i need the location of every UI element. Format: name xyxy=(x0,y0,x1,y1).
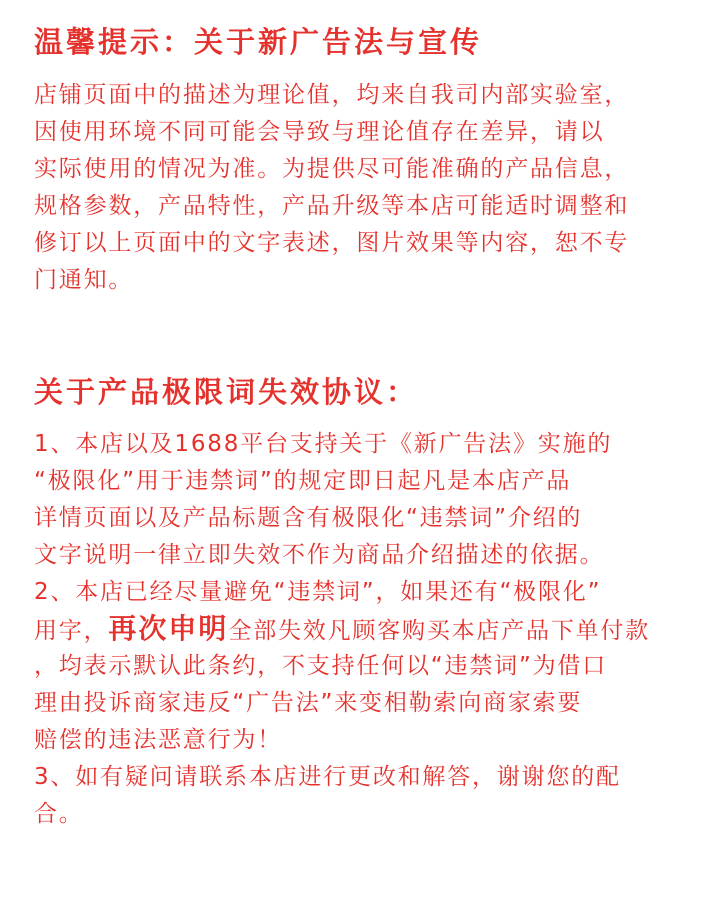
agreement-line-prefix: 用字， xyxy=(34,618,109,644)
agreement-line: 3、如有疑问请联系本店进行更改和解答，谢谢您的配 xyxy=(34,764,621,790)
tips-heading: 温馨提示：关于新广告法与宣传 xyxy=(34,25,483,59)
agreement-line-emphasis xyxy=(34,614,650,646)
agreement-line: 详情页面以及产品标题含有极限化“违禁词”介绍的 xyxy=(34,505,583,531)
agreement-line: 2、本店已经尽量避免“违禁词”，如果还有“极限化” xyxy=(34,579,602,605)
tips-line: 实际使用的情况为准。为提供尽可能准确的产品信息， xyxy=(34,156,630,182)
agreement-line: 理由投诉商家违反“广告法”来变相勒索向商家索要 xyxy=(34,690,583,716)
agreement-heading: 关于产品极限词失效协议： xyxy=(34,375,419,409)
agreement-line: “极限化”用于违禁词”的规定即日起凡是本店产品 xyxy=(34,468,572,494)
agreement-line: 合。 xyxy=(34,801,84,827)
tips-line: 规格参数，产品特性，产品升级等本店可能适时调整和 xyxy=(34,193,630,219)
agreement-line-suffix: 全部失效凡顾客购买本店产品下单付款 xyxy=(228,618,651,644)
tips-line: 修订以上页面中的文字表述，图片效果等内容，恕不专 xyxy=(34,230,630,256)
agreement-line: 赔偿的违法恶意行为！ xyxy=(34,727,282,753)
agreement-line: ，均表示默认此条约，不支持任何以“违禁词”为借口 xyxy=(34,653,608,679)
tips-line: 门通知。 xyxy=(34,267,134,293)
tips-line: 店铺页面中的描述为理论值，均来自我司内部实验室， xyxy=(34,82,630,108)
tips-line: 因使用环境不同可能会导致与理论值存在差异，请以 xyxy=(34,119,605,145)
agreement-line: 文字说明一律立即失效不作为商品介绍描述的依据。 xyxy=(34,542,605,568)
restatement-emphasis: 再次申明 xyxy=(108,612,229,645)
agreement-line: 1、本店以及1688平台支持关于《新广告法》实施的 xyxy=(34,431,613,457)
